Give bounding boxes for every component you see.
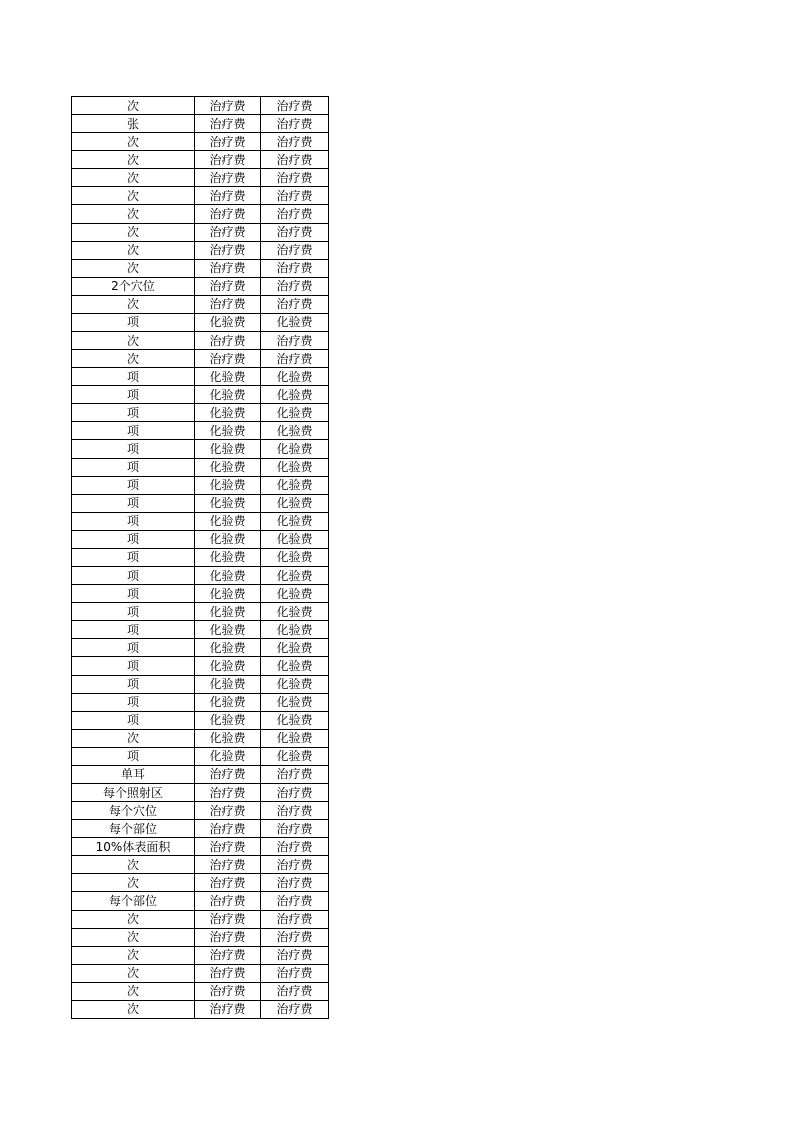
category-cell: 化验费 [195, 440, 261, 458]
billing-category-cell: 治疗费 [261, 946, 329, 964]
table-row [72, 277, 329, 295]
unit-cell: 次 [72, 928, 195, 946]
billing-category-cell: 治疗费 [261, 928, 329, 946]
table-row [72, 476, 329, 494]
category-cell: 化验费 [195, 639, 261, 657]
unit-cell: 项 [72, 639, 195, 657]
billing-category-cell: 治疗费 [261, 802, 329, 820]
table-row [72, 729, 329, 747]
unit-cell: 次 [72, 187, 195, 205]
table-row [72, 422, 329, 440]
billing-category-cell: 化验费 [261, 603, 329, 621]
table-row [72, 802, 329, 820]
unit-cell: 张 [72, 115, 195, 133]
category-cell: 治疗费 [195, 765, 261, 783]
table-row [72, 133, 329, 151]
table-row [72, 97, 329, 115]
category-cell: 治疗费 [195, 350, 261, 368]
unit-cell: 单耳 [72, 765, 195, 783]
table-row [72, 765, 329, 783]
billing-category-cell: 治疗费 [261, 874, 329, 892]
table-row [72, 530, 329, 548]
unit-cell: 项 [72, 621, 195, 639]
unit-cell: 项 [72, 476, 195, 494]
billing-category-cell: 治疗费 [261, 151, 329, 169]
table-row [72, 874, 329, 892]
unit-cell: 次 [72, 223, 195, 241]
category-cell: 化验费 [195, 693, 261, 711]
billing-category-cell: 化验费 [261, 494, 329, 512]
unit-cell: 次 [72, 964, 195, 982]
table-row [72, 313, 329, 331]
category-cell: 治疗费 [195, 277, 261, 295]
billing-category-cell: 治疗费 [261, 892, 329, 910]
billing-category-cell: 治疗费 [261, 332, 329, 350]
billing-category-cell: 治疗费 [261, 187, 329, 205]
unit-cell: 次 [72, 874, 195, 892]
table-row [72, 693, 329, 711]
billing-category-cell: 治疗费 [261, 295, 329, 313]
table-row [72, 223, 329, 241]
category-cell: 化验费 [195, 603, 261, 621]
unit-cell: 次 [72, 259, 195, 277]
category-cell: 化验费 [195, 386, 261, 404]
unit-cell: 每个部位 [72, 892, 195, 910]
billing-category-cell: 化验费 [261, 693, 329, 711]
unit-cell: 项 [72, 711, 195, 729]
category-cell: 治疗费 [195, 783, 261, 801]
billing-category-cell: 治疗费 [261, 115, 329, 133]
category-cell: 化验费 [195, 512, 261, 530]
category-cell: 化验费 [195, 729, 261, 747]
table-row [72, 548, 329, 566]
table-row [72, 892, 329, 910]
category-cell: 治疗费 [195, 169, 261, 187]
table-row [72, 440, 329, 458]
table-row [72, 711, 329, 729]
unit-cell: 项 [72, 386, 195, 404]
unit-cell: 项 [72, 567, 195, 585]
table-row [72, 205, 329, 223]
billing-category-cell: 治疗费 [261, 350, 329, 368]
billing-category-cell: 化验费 [261, 729, 329, 747]
unit-cell: 每个穴位 [72, 802, 195, 820]
unit-cell: 项 [72, 458, 195, 476]
unit-cell: 项 [72, 512, 195, 530]
category-cell: 化验费 [195, 747, 261, 765]
category-cell: 化验费 [195, 711, 261, 729]
unit-cell: 次 [72, 1000, 195, 1018]
category-cell: 化验费 [195, 657, 261, 675]
billing-category-cell: 治疗费 [261, 241, 329, 259]
billing-category-cell: 治疗费 [261, 838, 329, 856]
unit-cell: 项 [72, 440, 195, 458]
billing-category-cell: 化验费 [261, 567, 329, 585]
unit-cell: 项 [72, 422, 195, 440]
category-cell: 化验费 [195, 476, 261, 494]
billing-category-cell: 治疗费 [261, 169, 329, 187]
category-cell: 化验费 [195, 675, 261, 693]
billing-category-cell: 治疗费 [261, 820, 329, 838]
table-row [72, 910, 329, 928]
billing-category-cell: 化验费 [261, 657, 329, 675]
unit-cell: 项 [72, 368, 195, 386]
billing-category-cell: 治疗费 [261, 765, 329, 783]
table-row [72, 115, 329, 133]
table-row [72, 838, 329, 856]
billing-category-cell: 治疗费 [261, 910, 329, 928]
table-row [72, 657, 329, 675]
unit-cell: 次 [72, 241, 195, 259]
billing-category-cell: 治疗费 [261, 205, 329, 223]
category-cell: 治疗费 [195, 151, 261, 169]
table-row [72, 621, 329, 639]
table-row [72, 169, 329, 187]
unit-cell: 次 [72, 205, 195, 223]
unit-cell: 项 [72, 313, 195, 331]
category-cell: 化验费 [195, 621, 261, 639]
unit-cell: 次 [72, 295, 195, 313]
category-cell: 治疗费 [195, 820, 261, 838]
category-cell: 治疗费 [195, 241, 261, 259]
category-cell: 化验费 [195, 530, 261, 548]
table-row [72, 585, 329, 603]
unit-cell: 每个照射区 [72, 783, 195, 801]
billing-category-cell: 化验费 [261, 422, 329, 440]
unit-cell: 项 [72, 548, 195, 566]
table-row [72, 295, 329, 313]
category-cell: 治疗费 [195, 982, 261, 1000]
category-cell: 化验费 [195, 494, 261, 512]
unit-cell: 项 [72, 494, 195, 512]
billing-category-cell: 化验费 [261, 639, 329, 657]
unit-cell: 项 [72, 404, 195, 422]
table-row [72, 820, 329, 838]
billing-category-cell: 化验费 [261, 458, 329, 476]
category-cell: 治疗费 [195, 1000, 261, 1018]
category-cell: 治疗费 [195, 133, 261, 151]
billing-category-cell: 化验费 [261, 440, 329, 458]
table-row [72, 332, 329, 350]
billing-category-cell: 化验费 [261, 476, 329, 494]
category-cell: 治疗费 [195, 259, 261, 277]
table-row [72, 567, 329, 585]
billing-category-cell: 治疗费 [261, 223, 329, 241]
billing-category-cell: 化验费 [261, 512, 329, 530]
category-cell: 化验费 [195, 313, 261, 331]
category-cell: 治疗费 [195, 910, 261, 928]
table-row [72, 946, 329, 964]
unit-cell: 次 [72, 332, 195, 350]
billing-category-cell: 治疗费 [261, 259, 329, 277]
billing-category-cell: 化验费 [261, 747, 329, 765]
unit-cell: 项 [72, 747, 195, 765]
table-row [72, 458, 329, 476]
category-cell: 治疗费 [195, 964, 261, 982]
table-row [72, 964, 329, 982]
table-row [72, 187, 329, 205]
category-cell: 治疗费 [195, 332, 261, 350]
unit-cell: 每个部位 [72, 820, 195, 838]
billing-category-cell: 治疗费 [261, 783, 329, 801]
fee-table-body [72, 97, 329, 1019]
billing-category-cell: 治疗费 [261, 97, 329, 115]
category-cell: 化验费 [195, 567, 261, 585]
unit-cell: 10%体表面积 [72, 838, 195, 856]
table-row [72, 783, 329, 801]
table-row [72, 982, 329, 1000]
category-cell: 化验费 [195, 548, 261, 566]
table-row [72, 675, 329, 693]
category-cell: 治疗费 [195, 223, 261, 241]
billing-category-cell: 化验费 [261, 368, 329, 386]
unit-cell: 次 [72, 350, 195, 368]
unit-cell: 项 [72, 693, 195, 711]
unit-cell: 次 [72, 729, 195, 747]
table-row [72, 404, 329, 422]
category-cell: 治疗费 [195, 802, 261, 820]
unit-cell: 项 [72, 657, 195, 675]
category-cell: 治疗费 [195, 205, 261, 223]
billing-category-cell: 化验费 [261, 530, 329, 548]
billing-category-cell: 化验费 [261, 585, 329, 603]
category-cell: 治疗费 [195, 892, 261, 910]
category-cell: 化验费 [195, 458, 261, 476]
table-row [72, 151, 329, 169]
billing-category-cell: 化验费 [261, 313, 329, 331]
table-row [72, 368, 329, 386]
billing-category-cell: 化验费 [261, 548, 329, 566]
table-row [72, 386, 329, 404]
billing-category-cell: 化验费 [261, 404, 329, 422]
billing-category-cell: 治疗费 [261, 1000, 329, 1018]
category-cell: 治疗费 [195, 187, 261, 205]
table-row [72, 603, 329, 621]
unit-cell: 项 [72, 675, 195, 693]
fee-table [71, 96, 329, 1019]
category-cell: 治疗费 [195, 856, 261, 874]
category-cell: 化验费 [195, 422, 261, 440]
billing-category-cell: 化验费 [261, 386, 329, 404]
table-row [72, 494, 329, 512]
unit-cell: 次 [72, 856, 195, 874]
unit-cell: 次 [72, 982, 195, 1000]
table-row [72, 241, 329, 259]
table-row [72, 928, 329, 946]
unit-cell: 项 [72, 603, 195, 621]
table-row [72, 1000, 329, 1018]
category-cell: 治疗费 [195, 115, 261, 133]
billing-category-cell: 治疗费 [261, 277, 329, 295]
unit-cell: 项 [72, 585, 195, 603]
table-row [72, 512, 329, 530]
category-cell: 治疗费 [195, 97, 261, 115]
category-cell: 治疗费 [195, 928, 261, 946]
category-cell: 化验费 [195, 585, 261, 603]
unit-cell: 次 [72, 910, 195, 928]
billing-category-cell: 治疗费 [261, 133, 329, 151]
category-cell: 治疗费 [195, 838, 261, 856]
table-row [72, 747, 329, 765]
billing-category-cell: 治疗费 [261, 982, 329, 1000]
unit-cell: 项 [72, 530, 195, 548]
billing-category-cell: 化验费 [261, 621, 329, 639]
category-cell: 治疗费 [195, 295, 261, 313]
unit-cell: 次 [72, 151, 195, 169]
table-row [72, 259, 329, 277]
unit-cell: 次 [72, 946, 195, 964]
category-cell: 化验费 [195, 368, 261, 386]
unit-cell: 次 [72, 97, 195, 115]
billing-category-cell: 化验费 [261, 675, 329, 693]
category-cell: 治疗费 [195, 874, 261, 892]
table-row [72, 639, 329, 657]
table-row [72, 856, 329, 874]
unit-cell: 次 [72, 169, 195, 187]
table-row [72, 350, 329, 368]
unit-cell: 次 [72, 133, 195, 151]
category-cell: 化验费 [195, 404, 261, 422]
billing-category-cell: 治疗费 [261, 856, 329, 874]
category-cell: 治疗费 [195, 946, 261, 964]
unit-cell: 2个穴位 [72, 277, 195, 295]
billing-category-cell: 治疗费 [261, 964, 329, 982]
billing-category-cell: 化验费 [261, 711, 329, 729]
